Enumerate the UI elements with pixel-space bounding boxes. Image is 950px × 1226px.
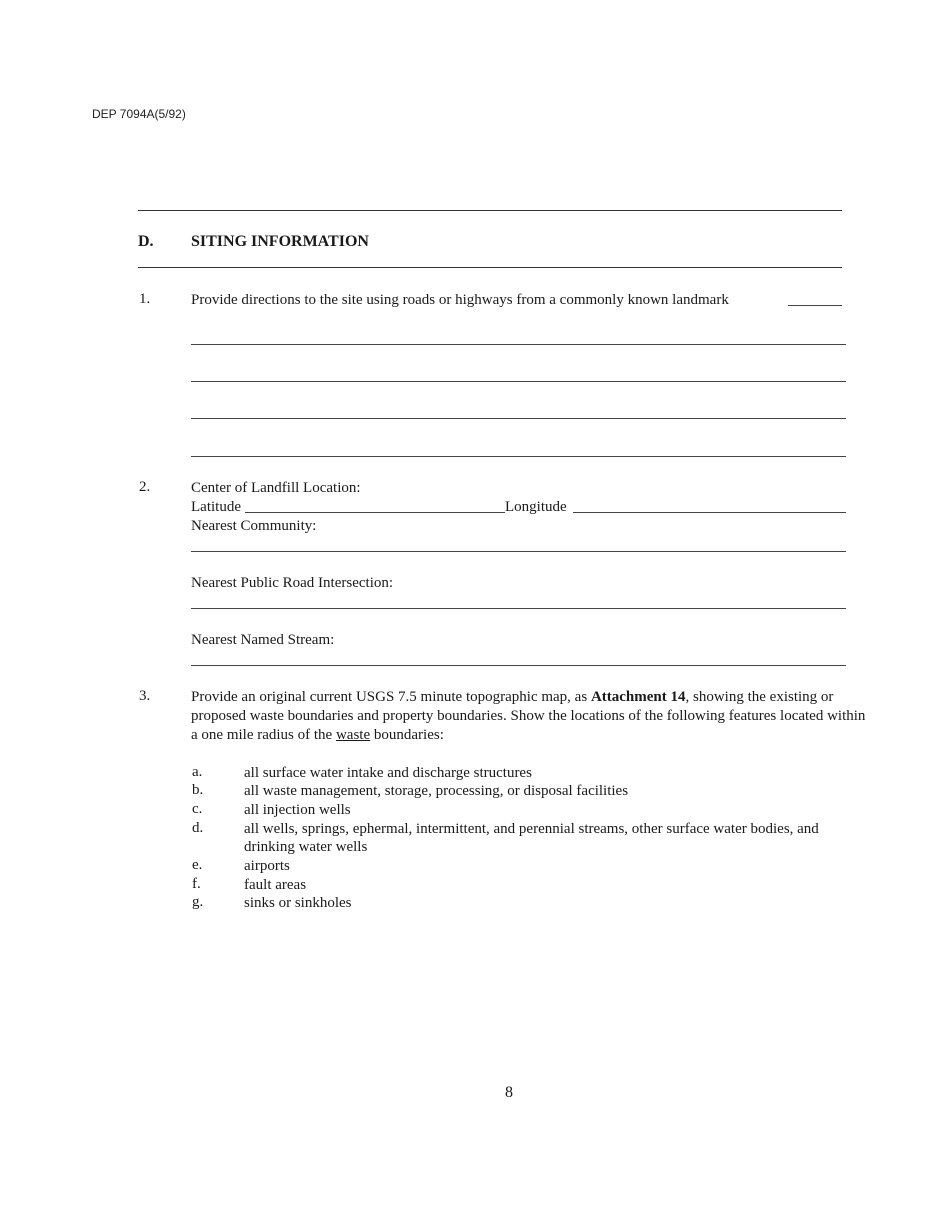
- section-title: SITING INFORMATION: [191, 233, 369, 250]
- section-letter: D.: [138, 233, 154, 250]
- q2-road-label: Nearest Public Road Intersection:: [191, 575, 394, 591]
- q3-attachment: Attachment 14: [590, 689, 686, 705]
- q3-text-part3: boundaries:: [370, 727, 444, 743]
- q1-inline-blank[interactable]: [788, 305, 842, 306]
- q2-center-label: Center of Landfill Location:: [191, 480, 361, 496]
- q1-answer-line-4[interactable]: [191, 456, 846, 457]
- nearest-stream-field[interactable]: [191, 665, 846, 666]
- q3-item-a-letter: a.: [192, 764, 203, 780]
- q3-item-b-letter: b.: [192, 782, 204, 798]
- q3-text-part1: Provide an original current USGS 7.5 minute topographic map, as: [191, 689, 591, 705]
- q3-item-g-letter: g.: [192, 894, 204, 910]
- q3-item-d-text: all wells, springs, ephermal, intermittent, and perennial streams, other surface water bodies, and drinking water wells: [244, 821, 819, 855]
- q3-item-f-letter: f.: [192, 876, 201, 892]
- q2-longitude-label: Longitude: [505, 499, 567, 515]
- q3-item-d-letter: d.: [192, 820, 204, 836]
- q2-community-label: Nearest Community:: [191, 518, 317, 534]
- section-top-rule: [138, 210, 842, 211]
- q3-item-f-text: fault areas: [244, 877, 307, 893]
- q3-text: [191, 688, 871, 745]
- nearest-community-field[interactable]: [191, 551, 846, 552]
- q1-text: Provide directions to the site using roads or highways from a commonly known landmark: [191, 292, 729, 308]
- q3-item-a-text: all surface water intake and discharge structures: [244, 765, 532, 781]
- q3-text-part2: , showing the existing or proposed waste boundaries and property boundaries. Show the locations of the following features located within a one mile radius of the: [191, 689, 866, 743]
- q1-answer-line-3[interactable]: [191, 418, 846, 419]
- q3-number: 3.: [139, 688, 151, 704]
- q3-item-e-letter: e.: [192, 857, 203, 873]
- q3-item-e-text: airports: [244, 858, 290, 874]
- page-number: 8: [505, 1084, 513, 1101]
- latitude-field[interactable]: [245, 512, 505, 513]
- longitude-field[interactable]: [573, 512, 846, 513]
- q3-underlined-word: waste: [335, 727, 371, 743]
- nearest-road-field[interactable]: [191, 608, 846, 609]
- form-id: DEP 7094A(5/92): [92, 107, 186, 121]
- q2-latitude-label: Latitude: [191, 499, 241, 515]
- q1-answer-line-1[interactable]: [191, 344, 846, 345]
- q1-number: 1.: [139, 291, 151, 307]
- q2-stream-label: Nearest Named Stream:: [191, 632, 335, 648]
- q3-item-g-text: sinks or sinkholes: [244, 895, 352, 911]
- q1-answer-line-2[interactable]: [191, 381, 846, 382]
- section-bottom-rule: [138, 267, 842, 268]
- q3-item-c-text: all injection wells: [244, 802, 351, 818]
- q2-number: 2.: [139, 479, 151, 495]
- q3-item-c-letter: c.: [192, 801, 203, 817]
- q3-item-b-text: all waste management, storage, processing, or disposal facilities: [244, 783, 629, 799]
